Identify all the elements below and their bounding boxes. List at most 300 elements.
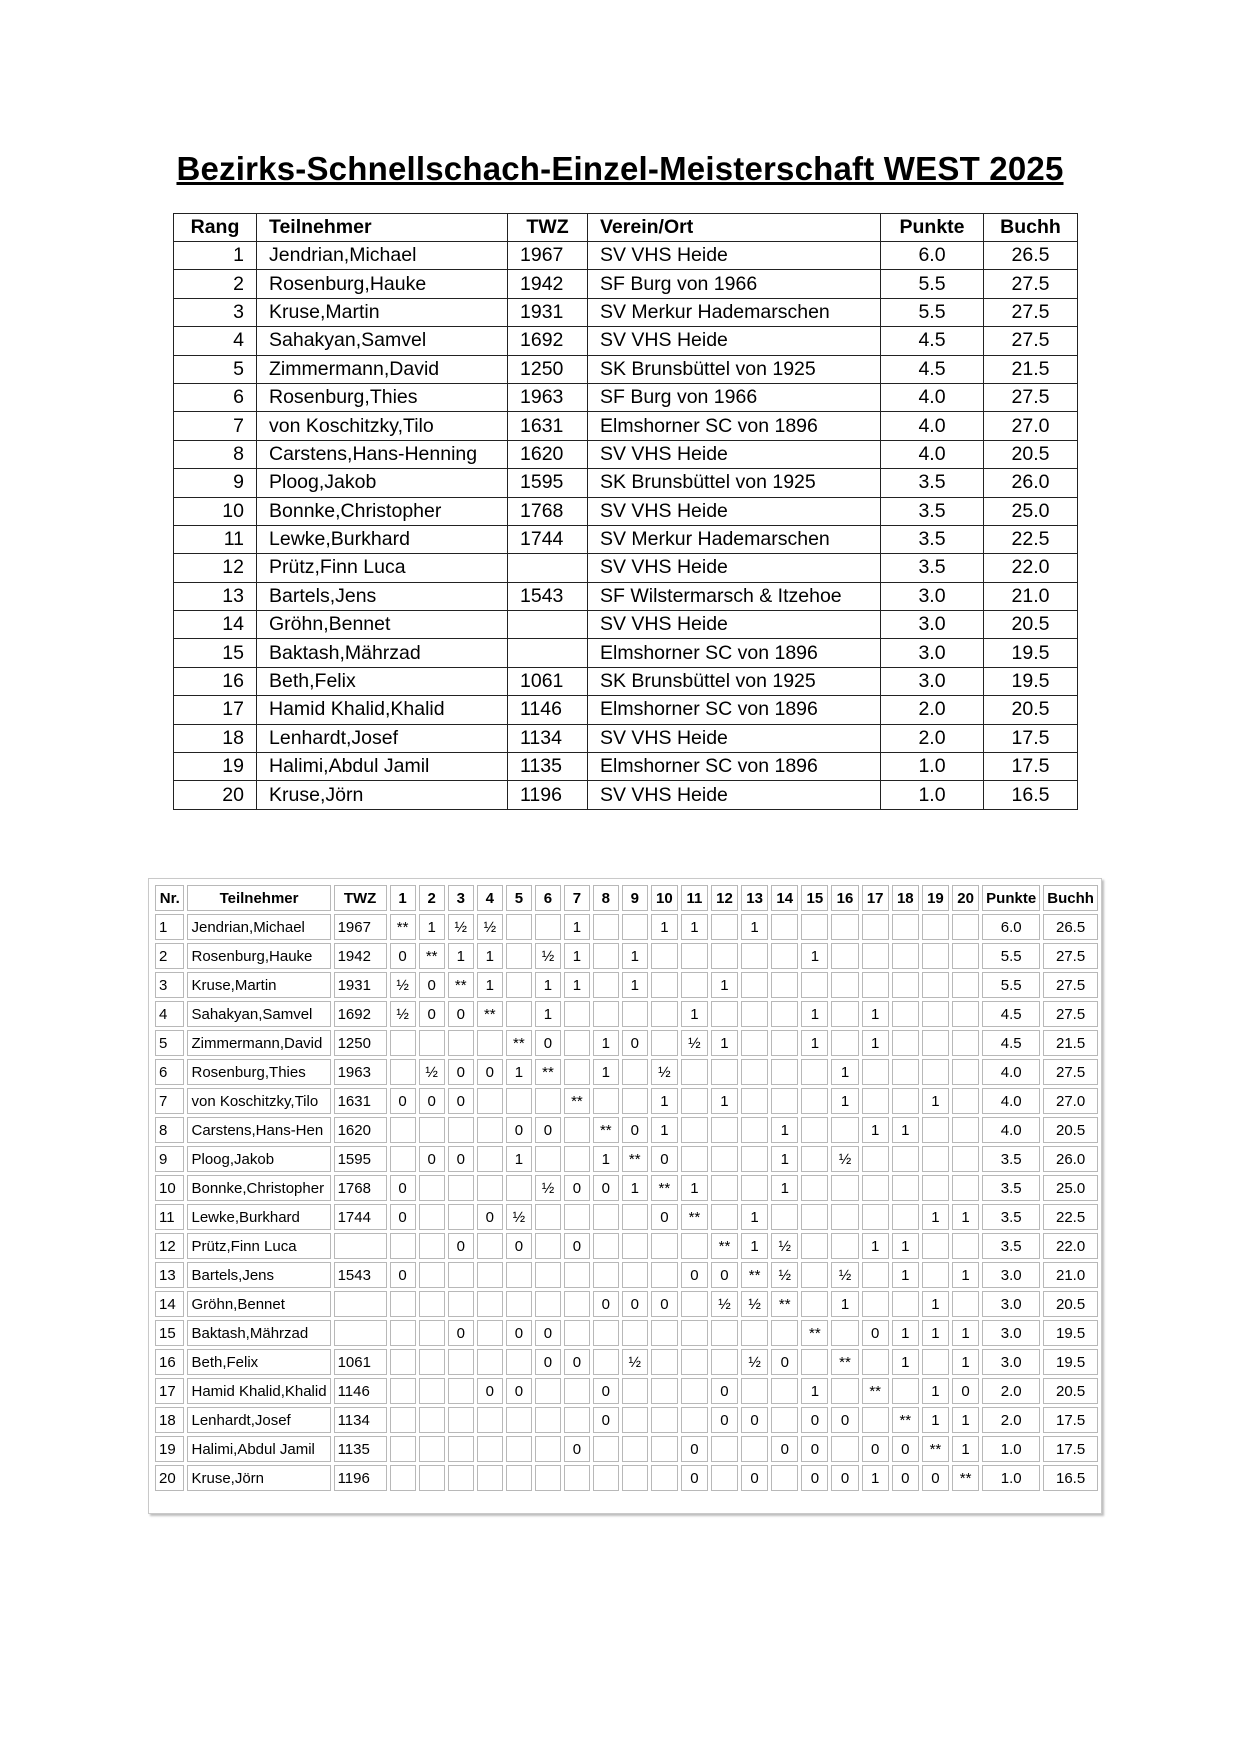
buchholz-cell: 20.5 xyxy=(1043,1378,1098,1404)
ranking-row xyxy=(174,554,1078,582)
result-cell: 0 xyxy=(448,1088,474,1114)
points-cell: 4.0 xyxy=(881,412,984,440)
player-number-cell: 19 xyxy=(155,1436,184,1462)
result-cell: 1 xyxy=(506,1059,532,1085)
player-name-cell: Lewke,Burkhard xyxy=(187,1204,330,1230)
result-cell: 0 xyxy=(593,1407,619,1433)
points-cell: 3.0 xyxy=(982,1349,1040,1375)
col-header-verein: Verein/Ort xyxy=(588,214,881,242)
twz-cell: 1631 xyxy=(508,412,588,440)
result-cell xyxy=(506,1262,532,1288)
result-cell: 0 xyxy=(741,1465,768,1491)
result-cell: 0 xyxy=(564,1175,590,1201)
club-cell: SV VHS Heide xyxy=(588,554,881,582)
result-cell xyxy=(952,914,979,940)
crosstable-row xyxy=(155,914,1098,940)
points-cell: 3.5 xyxy=(881,554,984,582)
result-cell: 1 xyxy=(952,1436,979,1462)
points-cell: 5.5 xyxy=(982,972,1040,998)
points-cell: 3.0 xyxy=(881,639,984,667)
twz-cell: 1963 xyxy=(334,1059,387,1085)
result-cell xyxy=(862,1175,889,1201)
result-cell: 0 xyxy=(651,1291,678,1317)
twz-cell xyxy=(508,554,588,582)
points-cell: 4.0 xyxy=(982,1088,1040,1114)
result-cell: 1 xyxy=(651,914,678,940)
points-cell: 3.0 xyxy=(982,1262,1040,1288)
player-name-cell: Lewke,Burkhard xyxy=(257,525,508,553)
result-cell xyxy=(801,1262,828,1288)
buchholz-cell: 21.5 xyxy=(984,355,1078,383)
result-cell xyxy=(681,1320,708,1346)
result-cell xyxy=(741,1030,768,1056)
result-cell xyxy=(862,914,889,940)
result-cell xyxy=(390,1465,416,1491)
crosstable-col-header: 3 xyxy=(448,885,474,911)
result-cell: ** xyxy=(801,1320,828,1346)
result-cell: 1 xyxy=(419,914,445,940)
rank-cell: 17 xyxy=(174,696,257,724)
result-cell xyxy=(593,1320,619,1346)
result-cell: ½ xyxy=(741,1349,768,1375)
result-cell xyxy=(593,943,619,969)
col-header-teilnehmer: Teilnehmer xyxy=(257,214,508,242)
twz-cell xyxy=(334,1233,387,1259)
result-cell: 1 xyxy=(477,972,503,998)
result-cell: ½ xyxy=(390,972,416,998)
player-name-cell: Lenhardt,Josef xyxy=(257,724,508,752)
crosstable-col-header: 20 xyxy=(952,885,979,911)
result-cell: 1 xyxy=(831,1059,858,1085)
crosstable-row xyxy=(155,1320,1098,1346)
result-cell xyxy=(681,1146,708,1172)
result-cell xyxy=(681,1349,708,1375)
player-name-cell: Halimi,Abdul Jamil xyxy=(257,753,508,781)
result-cell xyxy=(506,1088,532,1114)
twz-cell: 1744 xyxy=(508,525,588,553)
result-cell: 1 xyxy=(477,943,503,969)
result-cell: 0 xyxy=(922,1465,949,1491)
result-cell xyxy=(681,1088,708,1114)
result-cell xyxy=(622,1465,648,1491)
buchholz-cell: 20.5 xyxy=(984,696,1078,724)
crosstable-row xyxy=(155,1088,1098,1114)
player-number-cell: 12 xyxy=(155,1233,184,1259)
result-cell xyxy=(535,1465,561,1491)
result-cell xyxy=(741,1117,768,1143)
ranking-row xyxy=(174,525,1078,553)
result-cell xyxy=(711,943,738,969)
buchholz-cell: 27.5 xyxy=(984,298,1078,326)
result-cell: 1 xyxy=(622,943,648,969)
result-cell xyxy=(477,1407,503,1433)
twz-cell: 1250 xyxy=(334,1030,387,1056)
result-cell: ** xyxy=(922,1436,949,1462)
club-cell: Elmshorner SC von 1896 xyxy=(588,639,881,667)
result-cell xyxy=(741,1320,768,1346)
result-cell xyxy=(506,972,532,998)
result-cell xyxy=(831,972,858,998)
buchholz-cell: 20.5 xyxy=(1043,1117,1098,1143)
result-cell xyxy=(862,943,889,969)
result-cell: 1 xyxy=(681,914,708,940)
player-number-cell: 20 xyxy=(155,1465,184,1491)
result-cell: 1 xyxy=(952,1349,979,1375)
result-cell xyxy=(892,1001,919,1027)
buchholz-cell: 21.5 xyxy=(1043,1030,1098,1056)
result-cell xyxy=(711,1349,738,1375)
result-cell: 1 xyxy=(922,1291,949,1317)
rank-cell: 20 xyxy=(174,781,257,809)
result-cell xyxy=(477,1436,503,1462)
result-cell xyxy=(477,1117,503,1143)
ranking-table xyxy=(173,213,1078,810)
result-cell xyxy=(535,1262,561,1288)
player-name-cell: Rosenburg,Thies xyxy=(187,1059,330,1085)
result-cell xyxy=(622,1407,648,1433)
crosstable-col-header: Teilnehmer xyxy=(187,885,330,911)
result-cell xyxy=(711,1204,738,1230)
ranking-row xyxy=(174,242,1078,270)
player-number-cell: 4 xyxy=(155,1001,184,1027)
result-cell xyxy=(771,1320,798,1346)
result-cell: ½ xyxy=(831,1262,858,1288)
rank-cell: 11 xyxy=(174,525,257,553)
crosstable-col-header: Punkte xyxy=(982,885,1040,911)
result-cell xyxy=(506,943,532,969)
result-cell xyxy=(651,943,678,969)
result-cell xyxy=(801,1088,828,1114)
ranking-row xyxy=(174,327,1078,355)
result-cell: 1 xyxy=(593,1146,619,1172)
result-cell xyxy=(831,1175,858,1201)
result-cell xyxy=(892,943,919,969)
player-number-cell: 8 xyxy=(155,1117,184,1143)
result-cell xyxy=(535,1233,561,1259)
result-cell: 0 xyxy=(448,1233,474,1259)
result-cell xyxy=(390,1320,416,1346)
player-number-cell: 10 xyxy=(155,1175,184,1201)
result-cell xyxy=(892,1175,919,1201)
crosstable-col-header: 10 xyxy=(651,885,678,911)
result-cell xyxy=(771,1001,798,1027)
result-cell: 0 xyxy=(506,1117,532,1143)
result-cell xyxy=(892,1088,919,1114)
buchholz-cell: 17.5 xyxy=(984,753,1078,781)
points-cell: 2.0 xyxy=(881,724,984,752)
result-cell xyxy=(681,1233,708,1259)
result-cell xyxy=(506,914,532,940)
result-cell: 0 xyxy=(419,1001,445,1027)
result-cell: ** xyxy=(952,1465,979,1491)
crosstable-col-header: 1 xyxy=(390,885,416,911)
result-cell xyxy=(831,914,858,940)
twz-cell: 1768 xyxy=(508,497,588,525)
result-cell: 0 xyxy=(801,1465,828,1491)
result-cell: 0 xyxy=(862,1436,889,1462)
result-cell xyxy=(651,1262,678,1288)
result-cell xyxy=(622,1204,648,1230)
result-cell xyxy=(801,1117,828,1143)
result-cell: 0 xyxy=(831,1407,858,1433)
rank-cell: 10 xyxy=(174,497,257,525)
result-cell: ** xyxy=(535,1059,561,1085)
crosstable-row xyxy=(155,1146,1098,1172)
result-cell: 1 xyxy=(448,943,474,969)
crosstable-row xyxy=(155,1175,1098,1201)
result-cell xyxy=(477,1175,503,1201)
points-cell: 3.0 xyxy=(982,1291,1040,1317)
player-name-cell: Rosenburg,Thies xyxy=(257,383,508,411)
result-cell xyxy=(448,1407,474,1433)
ranking-row xyxy=(174,440,1078,468)
result-cell: 1 xyxy=(771,1117,798,1143)
player-name-cell: Halimi,Abdul Jamil xyxy=(187,1436,330,1462)
result-cell xyxy=(564,1001,590,1027)
result-cell: 1 xyxy=(922,1378,949,1404)
result-cell xyxy=(741,1175,768,1201)
result-cell xyxy=(593,1233,619,1259)
result-cell xyxy=(831,1204,858,1230)
twz-cell: 1692 xyxy=(508,327,588,355)
player-number-cell: 2 xyxy=(155,943,184,969)
ranking-row xyxy=(174,781,1078,809)
result-cell xyxy=(681,943,708,969)
crosstable-row xyxy=(155,1378,1098,1404)
player-name-cell: Prütz,Finn Luca xyxy=(257,554,508,582)
result-cell xyxy=(419,1204,445,1230)
result-cell: 0 xyxy=(506,1378,532,1404)
rank-cell: 13 xyxy=(174,582,257,610)
twz-cell: 1061 xyxy=(508,667,588,695)
result-cell xyxy=(477,1349,503,1375)
crosstable-row xyxy=(155,1407,1098,1433)
result-cell xyxy=(564,1146,590,1172)
result-cell: 0 xyxy=(477,1378,503,1404)
result-cell: ½ xyxy=(711,1291,738,1317)
result-cell: 1 xyxy=(892,1349,919,1375)
result-cell: 0 xyxy=(390,1088,416,1114)
result-cell xyxy=(564,1407,590,1433)
player-name-cell: Sahakyan,Samvel xyxy=(187,1001,330,1027)
twz-cell: 1595 xyxy=(334,1146,387,1172)
result-cell xyxy=(477,1146,503,1172)
player-name-cell: Hamid Khalid,Khalid xyxy=(257,696,508,724)
result-cell xyxy=(651,1030,678,1056)
result-cell xyxy=(711,1117,738,1143)
result-cell xyxy=(448,1030,474,1056)
player-name-cell: Beth,Felix xyxy=(257,667,508,695)
buchholz-cell: 27.5 xyxy=(1043,1001,1098,1027)
result-cell xyxy=(771,1378,798,1404)
result-cell xyxy=(448,1117,474,1143)
crosstable-row xyxy=(155,1233,1098,1259)
result-cell: 0 xyxy=(477,1059,503,1085)
result-cell: 1 xyxy=(892,1320,919,1346)
buchholz-cell: 27.0 xyxy=(1043,1088,1098,1114)
result-cell xyxy=(477,1030,503,1056)
result-cell: 0 xyxy=(535,1117,561,1143)
result-cell: ** xyxy=(622,1146,648,1172)
result-cell xyxy=(862,1262,889,1288)
buchholz-cell: 21.0 xyxy=(1043,1262,1098,1288)
ranking-row xyxy=(174,724,1078,752)
result-cell xyxy=(419,1030,445,1056)
crosstable-col-header: 4 xyxy=(477,885,503,911)
result-cell xyxy=(593,914,619,940)
result-cell: 1 xyxy=(535,972,561,998)
result-cell: 1 xyxy=(862,1001,889,1027)
result-cell xyxy=(952,1175,979,1201)
result-cell: 1 xyxy=(651,1088,678,1114)
crosstable xyxy=(152,882,1101,1494)
player-number-cell: 17 xyxy=(155,1378,184,1404)
result-cell xyxy=(952,1291,979,1317)
result-cell: 0 xyxy=(651,1204,678,1230)
result-cell xyxy=(952,972,979,998)
buchholz-cell: 19.5 xyxy=(1043,1320,1098,1346)
player-number-cell: 14 xyxy=(155,1291,184,1317)
result-cell xyxy=(419,1117,445,1143)
player-number-cell: 15 xyxy=(155,1320,184,1346)
result-cell xyxy=(831,943,858,969)
club-cell: SV Merkur Hademarschen xyxy=(588,298,881,326)
result-cell: ½ xyxy=(681,1030,708,1056)
result-cell xyxy=(564,1465,590,1491)
result-cell xyxy=(862,1088,889,1114)
result-cell xyxy=(564,1204,590,1230)
result-cell: 1 xyxy=(801,1001,828,1027)
result-cell: 1 xyxy=(741,914,768,940)
result-cell: 1 xyxy=(593,1030,619,1056)
rank-cell: 9 xyxy=(174,469,257,497)
twz-cell: 1134 xyxy=(508,724,588,752)
result-cell xyxy=(506,1291,532,1317)
result-cell: 0 xyxy=(564,1233,590,1259)
result-cell xyxy=(862,1291,889,1317)
crosstable-row xyxy=(155,1030,1098,1056)
result-cell xyxy=(390,1349,416,1375)
crosstable-row xyxy=(155,1349,1098,1375)
result-cell: ** xyxy=(593,1117,619,1143)
result-cell xyxy=(506,1465,532,1491)
result-cell xyxy=(922,1117,949,1143)
result-cell: 0 xyxy=(711,1407,738,1433)
result-cell xyxy=(771,1465,798,1491)
player-number-cell: 6 xyxy=(155,1059,184,1085)
club-cell: SV VHS Heide xyxy=(588,440,881,468)
result-cell: 1 xyxy=(892,1233,919,1259)
club-cell: SV VHS Heide xyxy=(588,327,881,355)
buchholz-cell: 19.5 xyxy=(984,667,1078,695)
result-cell: 1 xyxy=(651,1117,678,1143)
twz-cell xyxy=(508,639,588,667)
result-cell: 1 xyxy=(922,1407,949,1433)
points-cell: 2.0 xyxy=(982,1407,1040,1433)
buchholz-cell: 27.5 xyxy=(984,383,1078,411)
player-number-cell: 7 xyxy=(155,1088,184,1114)
result-cell: 0 xyxy=(390,1262,416,1288)
twz-cell xyxy=(334,1320,387,1346)
result-cell xyxy=(831,1378,858,1404)
result-cell xyxy=(419,1349,445,1375)
result-cell xyxy=(564,1291,590,1317)
result-cell xyxy=(741,1001,768,1027)
result-cell: 0 xyxy=(506,1233,532,1259)
crosstable-col-header: 8 xyxy=(593,885,619,911)
buchholz-cell: 17.5 xyxy=(1043,1436,1098,1462)
result-cell: 1 xyxy=(922,1088,949,1114)
result-cell xyxy=(801,1349,828,1375)
result-cell xyxy=(448,1436,474,1462)
points-cell: 4.0 xyxy=(881,440,984,468)
result-cell: 0 xyxy=(419,972,445,998)
result-cell xyxy=(831,1436,858,1462)
rank-cell: 16 xyxy=(174,667,257,695)
player-number-cell: 5 xyxy=(155,1030,184,1056)
player-name-cell: Hamid Khalid,Khalid xyxy=(187,1378,330,1404)
result-cell xyxy=(564,1059,590,1085)
points-cell: 3.5 xyxy=(881,469,984,497)
rank-cell: 7 xyxy=(174,412,257,440)
points-cell: 3.5 xyxy=(982,1204,1040,1230)
result-cell xyxy=(862,1349,889,1375)
result-cell xyxy=(593,1088,619,1114)
player-name-cell: Carstens,Hans-Hen xyxy=(187,1117,330,1143)
result-cell: 0 xyxy=(711,1378,738,1404)
result-cell xyxy=(831,1001,858,1027)
twz-cell: 1963 xyxy=(508,383,588,411)
result-cell xyxy=(506,1436,532,1462)
result-cell: 0 xyxy=(622,1030,648,1056)
result-cell: ½ xyxy=(535,943,561,969)
club-cell: SV Merkur Hademarschen xyxy=(588,525,881,553)
result-cell xyxy=(801,1233,828,1259)
result-cell xyxy=(651,1436,678,1462)
result-cell xyxy=(741,943,768,969)
result-cell xyxy=(535,914,561,940)
result-cell xyxy=(651,972,678,998)
result-cell: 1 xyxy=(892,1117,919,1143)
result-cell: ** xyxy=(506,1030,532,1056)
points-cell: 3.5 xyxy=(982,1233,1040,1259)
result-cell: 0 xyxy=(681,1465,708,1491)
result-cell xyxy=(771,1030,798,1056)
twz-cell: 1061 xyxy=(334,1349,387,1375)
result-cell: 0 xyxy=(593,1291,619,1317)
twz-cell: 1942 xyxy=(508,270,588,298)
club-cell: SK Brunsbüttel von 1925 xyxy=(588,667,881,695)
result-cell xyxy=(390,1059,416,1085)
result-cell: 0 xyxy=(711,1262,738,1288)
result-cell: 1 xyxy=(922,1204,949,1230)
buchholz-cell: 26.0 xyxy=(984,469,1078,497)
result-cell: 1 xyxy=(892,1262,919,1288)
twz-cell: 1543 xyxy=(508,582,588,610)
result-cell: 1 xyxy=(711,1030,738,1056)
club-cell: SK Brunsbüttel von 1925 xyxy=(588,355,881,383)
result-cell: 1 xyxy=(681,1175,708,1201)
result-cell xyxy=(952,943,979,969)
points-cell: 2.0 xyxy=(881,696,984,724)
result-cell xyxy=(390,1233,416,1259)
result-cell xyxy=(448,1349,474,1375)
result-cell: 1 xyxy=(622,972,648,998)
result-cell: 0 xyxy=(771,1436,798,1462)
points-cell: 1.0 xyxy=(982,1436,1040,1462)
club-cell: SF Burg von 1966 xyxy=(588,270,881,298)
player-name-cell: Baktash,Mährzad xyxy=(257,639,508,667)
